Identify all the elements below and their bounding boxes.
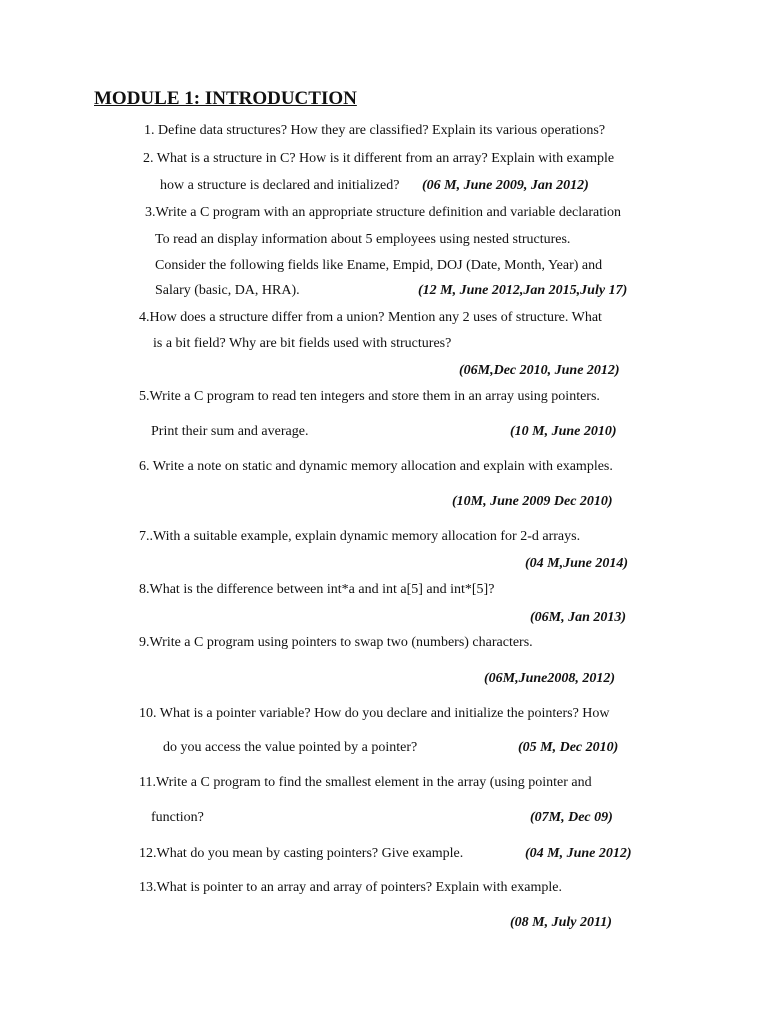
question-7-line-1: 7..With a suitable example, explain dynamic memory allocation for 2-d arrays. bbox=[139, 529, 581, 544]
question-10-line-1: 10. What is a pointer variable? How do you declare and initialize the pointers? How bbox=[139, 706, 610, 721]
question-5-line-2: Print their sum and average. bbox=[151, 424, 309, 439]
question-2-reference: (06 M, June 2009, Jan 2012) bbox=[422, 178, 589, 193]
question-2-line-1: 2. What is a structure in C? How is it different from an array? Explain with example bbox=[143, 151, 615, 166]
question-3-line-3: Consider the following fields like Ename, Empid, DOJ (Date, Month, Year) and bbox=[155, 258, 603, 273]
question-11-line-2: function? bbox=[151, 810, 204, 825]
question-4-line-2: is a bit field? Why are bit fields used with structures? bbox=[153, 336, 452, 351]
question-11-line-1: 11.Write a C program to find the smallest element in the array (using pointer and bbox=[139, 775, 592, 790]
question-5-reference: (10 M, June 2010) bbox=[510, 424, 617, 439]
question-12-line-1: 12.What do you mean by casting pointers? Give example. bbox=[139, 846, 464, 861]
question-4-line-1: 4.How does a structure differ from a union? Mention any 2 uses of structure. What bbox=[139, 310, 602, 325]
question-8-reference: (06M, Jan 2013) bbox=[530, 610, 627, 625]
question-7-reference: (04 M,June 2014) bbox=[525, 556, 629, 571]
question-9-reference: (06M,June2008, 2012) bbox=[484, 671, 616, 686]
question-11-reference: (07M, Dec 09) bbox=[530, 810, 613, 825]
question-13-line-1: 13.What is pointer to an array and array of pointers? Explain with example. bbox=[139, 880, 562, 895]
question-5-line-1: 5.Write a C program to read ten integers and store them in an array using pointers. bbox=[139, 389, 600, 404]
question-12-reference: (04 M, June 2012) bbox=[525, 846, 632, 861]
question-4-reference: (06M,Dec 2010, June 2012) bbox=[459, 363, 620, 378]
question-6-line-1: 6. Write a note on static and dynamic memory allocation and explain with examples. bbox=[139, 459, 613, 474]
question-3-line-4: Salary (basic, DA, HRA). bbox=[155, 283, 300, 298]
module-title: MODULE 1: INTRODUCTION bbox=[94, 88, 357, 109]
question-3-reference: (12 M, June 2012,Jan 2015,July 17) bbox=[418, 283, 628, 298]
question-3-line-1: 3.Write a C program with an appropriate structure definition and variable declaration bbox=[145, 205, 622, 220]
question-10-reference: (05 M, Dec 2010) bbox=[518, 740, 619, 755]
question-13-reference: (08 M, July 2011) bbox=[510, 915, 612, 930]
question-2-line-2: how a structure is declared and initialized? bbox=[160, 178, 400, 193]
question-8-line-1: 8.What is the difference between int*a and int a[5] and int*[5]? bbox=[139, 582, 495, 597]
question-9-line-1: 9.Write a C program using pointers to swap two (numbers) characters. bbox=[139, 635, 533, 650]
question-6-reference: (10M, June 2009 Dec 2010) bbox=[452, 494, 613, 509]
question-3-line-2: To read an display information about 5 employees using nested structures. bbox=[155, 232, 571, 247]
question-10-line-2: do you access the value pointed by a pointer? bbox=[163, 740, 418, 755]
question-1-line-1: 1. Define data structures? How they are classified? Explain its various operations? bbox=[144, 123, 606, 138]
